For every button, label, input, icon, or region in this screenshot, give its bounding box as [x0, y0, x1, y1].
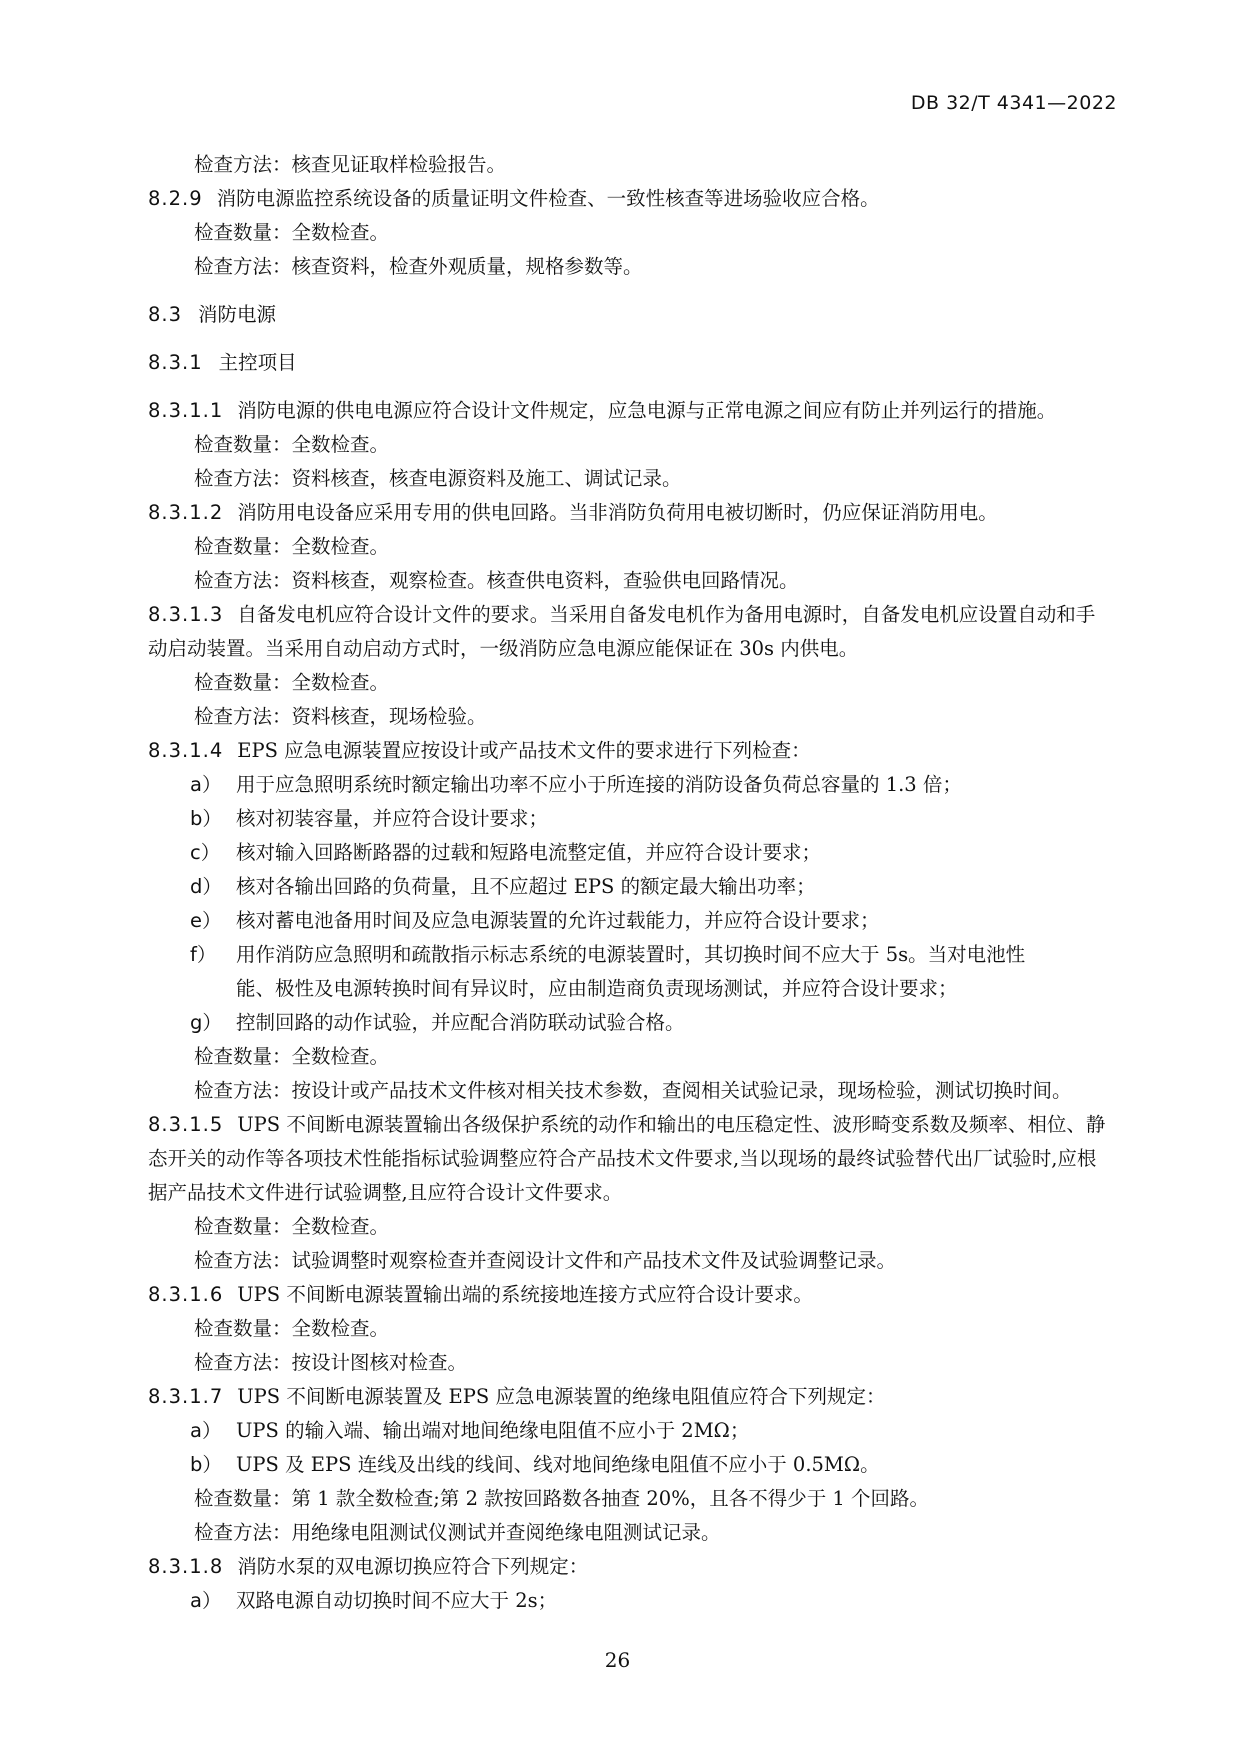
clause-number: 8.3.1.3 — [148, 603, 224, 626]
section-heading-8-3 — [148, 298, 1108, 332]
list-item-label: a） — [190, 773, 222, 796]
text-content: 检查方法：按设计或产品技术文件核对相关技术参数，查阅相关试验记录，现场检验，测试切换时间。 — [194, 1079, 1072, 1102]
text-line: 检查方法：试验调整时观察检查并查阅设计文件和产品技术文件及试验调整记录。 — [194, 1249, 897, 1272]
text-line: 检查方法：核查见证取样检验报告。 — [194, 153, 507, 176]
list-item — [148, 836, 1108, 870]
list-item — [148, 1006, 1108, 1040]
list-item-text: UPS 及 EPS 连线及出线的线间、线对地间绝缘电阻值不应小于 0.5MΩ。 — [236, 1453, 880, 1476]
text-line: 检查数量：全数检查。 — [194, 671, 390, 694]
list-item — [148, 1584, 1108, 1618]
section-title: 消防电源 — [198, 303, 277, 326]
text-line: 检查方法：资料核查，观察检查。核查供电资料，查验供电回路情况。 — [194, 569, 799, 592]
list-item — [148, 768, 1108, 802]
text-line: 检查方法：核查资料，检查外观质量，规格参数等。 — [194, 255, 643, 278]
list-item-label: e） — [190, 909, 222, 932]
list-item — [148, 904, 1108, 938]
text-line: 检查方法：资料核查，核查电源资料及施工、调试记录。 — [194, 467, 682, 490]
text-line: 检查方法：按设计图核对检查。 — [194, 1351, 468, 1374]
list-item-text: UPS 的输入端、输出端对地间绝缘电阻值不应小于 2MΩ； — [236, 1419, 750, 1442]
list-item — [148, 1414, 1108, 1448]
text-line: 检查数量：全数检查。 — [194, 1317, 390, 1340]
clause-text: UPS 不间断电源装置输出各级保护系统的动作和输出的电压稳定性、波形畸变系数及频率、相位、静态开关的动作等各项技术性能指标试验调整应符合产品技术文件要求,当以现场的最终试验替代出厂试验时,应根据产品技术文件进行试验调整,且应符合设计文件要求。 — [148, 1113, 1106, 1204]
clause-text: 消防水泵的双电源切换应符合下列规定： — [237, 1555, 589, 1578]
text-line: 检查数量：全数检查。 — [194, 433, 390, 456]
clause-number: 8.3.1.2 — [148, 501, 224, 524]
section-title: 主控项目 — [218, 351, 297, 374]
section-number: 8.3.1 — [148, 351, 203, 374]
clause-number: 8.3.1.4 — [148, 739, 224, 762]
clause-number: 8.3.1.8 — [148, 1555, 224, 1578]
clause-8-3-1-1 — [148, 394, 1108, 428]
list-item-text: 双路电源自动切换时间不应大于 2s； — [236, 1589, 558, 1612]
document-body — [148, 148, 1108, 1618]
list-item — [148, 870, 1108, 904]
clause-8-3-1-5 — [148, 1108, 1108, 1210]
text-line: 检查数量：全数检查。 — [194, 1215, 390, 1238]
list-item-text: 核对各输出回路的负荷量，且不应超过 EPS 的额定最大输出功率； — [236, 875, 816, 898]
clause-text: UPS 不间断电源装置输出端的系统接地连接方式应符合设计要求。 — [237, 1283, 813, 1306]
list-item-text: 用于应急照明系统时额定输出功率不应小于所连接的消防设备负荷总容量的 1.3 倍； — [236, 773, 962, 796]
clause-8-2-9 — [148, 182, 1108, 216]
clause-text: UPS 不间断电源装置及 EPS 应急电源装置的绝缘电阻值应符合下列规定： — [237, 1385, 886, 1408]
list-item-continuation: 能、极性及电源转换时间有异议时，应由制造商负责现场测试，并应符合设计要求； — [236, 977, 958, 1000]
list-item-label: a） — [190, 1589, 222, 1612]
clause-8-3-1-8 — [148, 1550, 1108, 1584]
page-number: 26 — [604, 1648, 631, 1672]
clause-number: 8.3.1.1 — [148, 399, 224, 422]
clause-8-3-1-7 — [148, 1380, 1108, 1414]
list-item-text: 控制回路的动作试验，并应配合消防联动试验合格。 — [236, 1011, 685, 1034]
clause-number: 8.3.1.7 — [148, 1385, 224, 1408]
list-item — [148, 938, 1108, 972]
text-line: 检查数量：全数检查。 — [194, 1045, 390, 1068]
list-item — [148, 802, 1108, 836]
clause-text: 消防电源监控系统设备的质量证明文件检查、一致性核查等进场验收应合格。 — [216, 187, 880, 210]
text-paragraph — [148, 1074, 1108, 1108]
text-line: 检查数量：第 1 款全数检查;第 2 款按回路数各抽查 20%，且各不得少于 1 个回路。 — [194, 1487, 930, 1510]
clause-number: 8.2.9 — [148, 187, 203, 210]
list-item-label: a） — [190, 1419, 222, 1442]
section-heading-8-3-1 — [148, 346, 1108, 380]
list-item-label: b） — [190, 1453, 222, 1476]
clause-number: 8.3.1.6 — [148, 1283, 224, 1306]
text-line: 检查数量：全数检查。 — [194, 221, 390, 244]
clause-8-3-1-6 — [148, 1278, 1108, 1312]
clause-text: 消防电源的供电电源应符合设计文件规定，应急电源与正常电源之间应有防止并列运行的措施。 — [237, 399, 1057, 422]
clause-text: 消防用电设备应采用专用的供电回路。当非消防负荷用电被切断时，仍应保证消防用电。 — [237, 501, 998, 524]
clause-text: 自备发电机应符合设计文件的要求。当采用自备发电机作为备用电源时，自备发电机应设置自动和手动启动装置。当采用自动启动方式时，一级消防应急电源应能保证在 30s 内供电。 — [148, 603, 1096, 660]
list-item-text: 用作消防应急照明和疏散指示标志系统的电源装置时，其切换时间不应大于 5s。当对电池性 — [236, 943, 1026, 966]
clause-text: EPS 应急电源装置应按设计或产品技术文件的要求进行下列检查： — [237, 739, 811, 762]
text-line: 检查数量：全数检查。 — [194, 535, 390, 558]
list-item-label: d） — [190, 875, 222, 898]
list-item-label: g） — [190, 1011, 222, 1034]
section-number: 8.3 — [148, 303, 183, 326]
list-item-text: 核对初装容量，并应符合设计要求； — [236, 807, 549, 830]
text-line: 检查方法：用绝缘电阻测试仪测试并查阅绝缘电阻测试记录。 — [194, 1521, 721, 1544]
list-item — [148, 1448, 1108, 1482]
clause-8-3-1-3 — [148, 598, 1108, 666]
standard-code-header: DB 32/T 4341—2022 — [910, 92, 1117, 114]
list-item-label: b） — [190, 807, 222, 830]
list-item-label: c） — [190, 841, 221, 864]
text-line: 检查方法：资料核查，现场检验。 — [194, 705, 487, 728]
clause-number: 8.3.1.5 — [148, 1113, 224, 1136]
list-item-text: 核对蓄电池备用时间及应急电源装置的允许过载能力，并应符合设计要求； — [236, 909, 880, 932]
clause-8-3-1-2 — [148, 496, 1108, 530]
list-item-label: f） — [190, 943, 217, 966]
list-item-text: 核对输入回路断路器的过载和短路电流整定值，并应符合设计要求； — [236, 841, 822, 864]
clause-8-3-1-4 — [148, 734, 1108, 768]
